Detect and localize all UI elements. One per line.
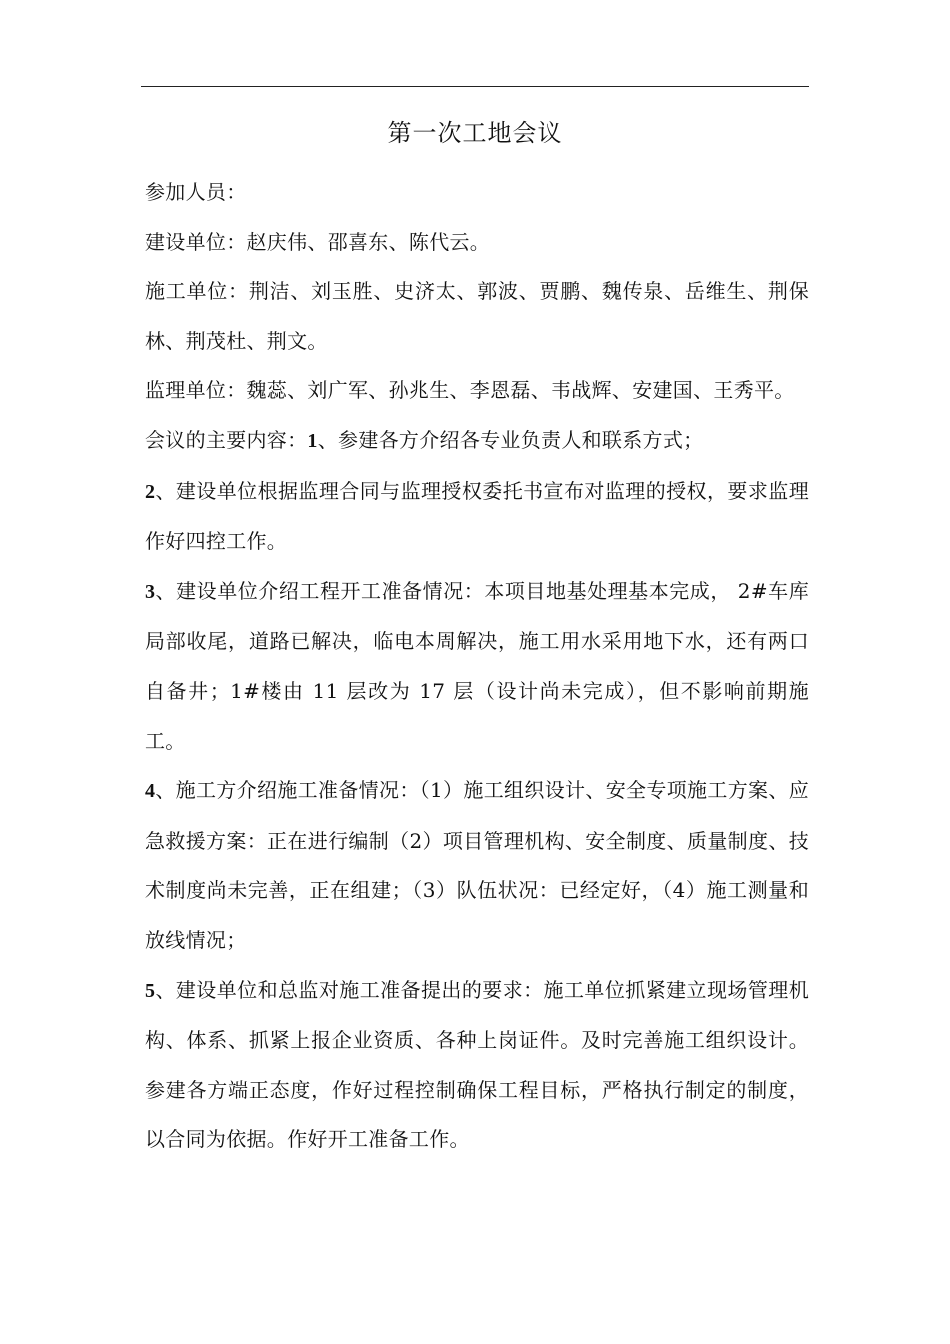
item-number: 2 <box>145 480 156 503</box>
document-title: 第一次工地会议 <box>387 119 563 147</box>
group-label: 监理单位： <box>145 378 247 403</box>
item-number: 1 <box>307 429 318 452</box>
agenda-item-4 <box>145 766 809 965</box>
item-text: 、施工方介绍施工准备情况：（1）施工组织设计、安全专项施工方案、应急救援方案：正在进行编制（2）项目管理机构、安全制度、质量制度、技术制度尚未完善，正在组建；（3）队伍状况：已经定好，（4）施工测量和放线情况； <box>145 778 809 952</box>
agenda-item-5 <box>145 966 809 1165</box>
document-body <box>145 168 809 1165</box>
content-heading: 会议的主要内容： <box>145 427 308 452</box>
item-text: 、建设单位和总监对施工准备提出的要求：施工单位抓紧建立现场管理机构、体系、抓紧上报企业资质、各种上岗证件。及时完善施工组织设计。参建各方端正态度，作好过程控制确保工程目标，严格执行制定的制度，以合同为依据。作好开工准备工作。 <box>145 977 809 1152</box>
item-number: 3 <box>145 580 156 603</box>
group-names: 荆洁、刘玉胜、史济太、郭波、贾鹏、魏传泉、岳维生、荆保林、荆茂杜、荆文。 <box>145 279 809 353</box>
header-rule <box>141 86 809 87</box>
item-number: 4 <box>145 780 156 803</box>
item-text: 、建设单位根据监理合同与监理授权委托书宣布对监理的授权，要求监理作好四控工作。 <box>145 478 809 554</box>
group-names: 赵庆伟、邵喜东、陈代云。 <box>246 229 491 254</box>
attendee-group-owner <box>145 218 809 268</box>
attendee-group-supervisor <box>145 366 809 416</box>
group-label: 建设单位： <box>145 229 247 254</box>
agenda-item-3 <box>145 567 809 766</box>
group-names: 魏蕊、刘广军、孙兆生、李恩磊、韦战辉、安建国、王秀平。 <box>246 378 795 403</box>
group-label: 施工单位： <box>145 279 249 304</box>
item-text: 、参建各方介绍各专业负责人和联系方式； <box>317 427 704 452</box>
item-text: 、建设单位介绍工程开工准备情况：本项目地基处理基本完成， 2#车库局部收尾，道路已解决，临电本周解决，施工用水采用地下水，还有两口自备井；1#楼由 11 层改为 17 层（设计尚未完成），但不影响前期施工。 <box>145 578 809 753</box>
item-number: 5 <box>145 979 156 1002</box>
attendee-group-contractor <box>145 267 809 366</box>
attendees-heading: 参加人员： <box>145 180 247 204</box>
agenda-item-2 <box>145 467 809 567</box>
agenda-item-1 <box>145 416 809 467</box>
